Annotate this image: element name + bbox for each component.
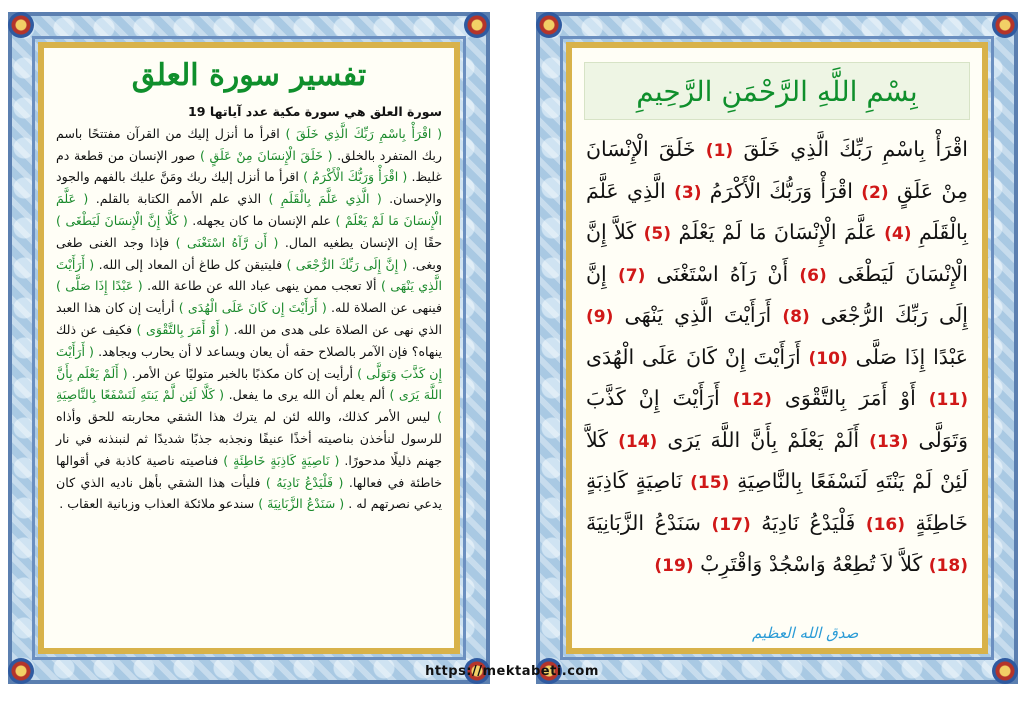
tafsir-quote: ( أَوْ أَمَرَ بِالتَّقْوَى ) [136,321,229,337]
tafsir-text: فكيف عن ذلك ينهاه؟ فإن الآمر بالصلاح حقه أن يعان ويساعد لا أن يحارب ويجاهد. [56,321,442,359]
verse-number: (1) [705,141,734,161]
verse-number: (13) [869,431,909,452]
tafsir-text: أرأيت إن كان هذا العبد الذي نهى عن الصلاة على هدى من الله. [56,300,443,337]
verse-text: نَاصِيَةٍ كَاذِبَةٍ خَاطِئَةٍ [586,469,968,535]
tafsir-text: الذي علم الأمم الكتابة بالقلم. [88,191,269,207]
tafsir-quote: ( كَلَّا لَئِن لَّمْ يَنتَهِ لَنَسْفَعًا بِالنَّاصِيَةِ ) [56,387,442,425]
verse-text: أَنْ رَآهُ اسْتَغْنَى [645,261,789,286]
tafsir-text: اقرأ ما أنزل إليك ربك ومَنَّ عليك بالفهم والجود والإحسان. [56,169,443,207]
verse-text: عَبْدًا إِذَا صَلَّى [847,344,968,369]
tafsir-text: سندعو ملائكة العذاب وزبانية العقاب . [59,496,259,512]
tafsir-quote: ( أَرَأَيْتَ إِن كَانَ عَلَى الْهُدَى ) [178,300,327,316]
verses-block [572,130,982,587]
tafsir-text: ليس الأمر كذلك، والله لئن لم يترك هذا الشقي محاربته للحق وأذاه للرسول لنأخذن بناصيته أخذًا عنيفًا ونجذبه جذبًا شديدًا ثم لنبنذنه في نار جهنم ذليلًا مدحورًا. [56,409,443,468]
verse-text: أَوْ أَمَرَ بِالتَّقْوَى [771,386,916,410]
tafsir-frame [38,42,460,654]
tafsir-text: حقًا إن الإنسان يطغيه المال. [278,234,442,250]
tafsir-text: فينهى عن الصلاة لله. [326,300,442,316]
tafsir-intro: سورة العلق هي سورة مكية عدد آياتها 19 [187,104,442,119]
verse-text: فَلْيَدْعُ نَادِيَهُ [750,510,856,535]
verse-text: أَرَأَيْتَ إِنْ كَانَ عَلَى الْهُدَى [586,344,801,369]
ornament-corner-icon [992,12,1018,38]
verse-number: (19) [654,556,694,576]
tafsir-title: تفسير سورة العلق [131,58,367,93]
verse-number: (6) [799,265,827,286]
tafsir-page [8,12,490,684]
verse-text: سَنَدْعُ الزَّبَانِيَةَ [586,510,701,535]
basmala: بِسْمِ اللَّهِ الرَّحْمَنِ الرَّحِيمِ [584,62,970,120]
verse-text: أَرَأَيْتَ إِنْ كَذَّبَ وَتَوَلَّى [586,386,968,452]
tafsir-quote: ( أَن رَّآهُ اسْتَغْنَى ) [175,234,279,250]
tafsir-quote: ( الَّذِي عَلَّمَ بِالْقَلَمِ ) [268,191,382,207]
verse-number: (8) [782,307,810,327]
tafsir-quote: ( فَلْيَدْعُ نَادِيَهُ ) [265,474,344,490]
verse-number: (7) [617,265,646,286]
tafsir-text: فناصيته ناصية كاذبة في أقوالها خاطئة في فعالها. [56,452,443,490]
tafsir-paragraphs [56,126,442,512]
tafsir-text: فليتيقن كل طاغ أن المعاد إلى الله. [94,256,287,272]
verse-text: خَلَقَ الْإِنْسَانَ مِنْ عَلَقٍ [586,137,968,203]
tafsir-quote: ( أَرَأَيْتَ الَّذِي يَنْهَى ) [56,256,443,294]
tafsir-quote: ( اقْرَأْ بِاسْمِ رَبِّكَ الَّذِي خَلَقَ ) [285,125,442,141]
verse-number: (10) [808,348,848,369]
tafsir-text: فإذا وجد الغنى طغى وبغى. [56,234,442,272]
ornament-corner-icon [536,12,562,38]
verse-text: الَّذِي عَلَّمَ بِالْقَلَمِ [586,178,968,244]
tafsir-text: اقرأ ما أنزل إليك من القرآن مفتتحًا باسم ربك المتفرد بالخلق. [56,125,442,163]
verse-number: (11) [928,390,968,410]
verse-text: أَلَمْ يَعْلَمْ بِأَنَّ اللَّهَ يَرَى [657,427,860,452]
verse-number: (12) [732,390,772,410]
site-url[interactable]: https://mektabeti.com [425,664,599,679]
tafsir-quote: ( سَنَدْعُ الزَّبَانِيَةَ ) [258,496,345,512]
tafsir-quote: ( عَلَّمَ الْإِنسَانَ مَا لَمْ يَعْلَمْ ) [56,191,442,228]
tafsir-text: أرأيت إن كان مكذبًا بالخبر متوليًا عن الأمر. [127,365,358,381]
verse-number: (4) [884,224,912,244]
tafsir-quote: ( اقْرَأْ وَرَبُّكَ الْأَكْرَمُ ) [303,169,408,185]
verse-text: كَلاَّ لاَ تُطِعْهُ وَاسْجُدْ وَاقْتَرِبْ [693,552,923,576]
tafsir-quote: ( كَلَّا إِنَّ الْإِنسَانَ لَيَطْغَى ) [56,212,188,228]
verse-text: اقْرَأْ بِاسْمِ رَبِّكَ الَّذِي خَلَقَ [733,137,968,161]
tafsir-body [44,97,454,515]
quran-frame [566,42,988,654]
verse-number: (17) [711,514,751,535]
tafsir-quote: ( نَاصِيَةٍ كَاذِبَةٍ خَاطِئَةٍ ) [223,452,340,468]
tafsir-quote: ( أَلَمْ يَعْلَم بِأَنَّ اللَّهَ يَرَى ) [56,365,442,403]
verse-number: (16) [865,514,906,535]
verse-number: (3) [674,182,702,203]
verse-number: (5) [643,224,672,244]
verse-text: عَلَّمَ الْإِنْسَانَ مَا لَمْ يَعْلَمْ [671,220,877,244]
verse-text: إِنَّ إِلَى رَبِّكَ الرُّجْعَى [586,261,968,327]
tafsir-text: علم الإنسان ما كان يجهله. [187,212,336,228]
ornament-corner-icon [8,12,34,38]
closing-phrase: صدق الله العظيم [752,624,859,642]
tafsir-text: ألا تعجب ممن ينهى عباد الله عن طاعة الله. [142,278,381,294]
verse-text: أَرَأَيْتَ الَّذِي يَنْهَى [613,303,772,327]
tafsir-quote: ( خَلَقَ الْإِنسَانَ مِنْ عَلَقٍ ) [199,147,333,163]
tafsir-quote: ( أَرَأَيْتَ إِن كَذَّبَ وَتَوَلَّى ) [56,343,442,381]
quran-page [536,12,1018,684]
tafsir-quote: ( عَبْدًا إِذَا صَلَّى ) [56,278,143,294]
ornament-corner-icon [464,12,490,38]
verse-number: (15) [690,473,730,493]
verse-number: (18) [928,556,968,576]
verse-number: (2) [861,182,889,203]
verse-text: كَلاَّ إِنَّ الْإِنْسَانَ لَيَطْغَى [586,220,968,286]
tafsir-quote: ( إِنَّ إِلَى رَبِّكَ الرُّجْعَى ) [286,256,408,272]
tafsir-text: فليأت هذا الشقي بأهل ناديه الذي كان يدعي نصرتهم له . [56,474,442,512]
tafsir-text: صور الإنسان من قطعة دم غليظ. [56,147,442,185]
verse-text: اقْرَأْ وَرَبُّكَ الْأَكْرَمُ [701,178,853,203]
verse-number: (9) [586,307,614,327]
verse-text: كَلاَّ لَئِنْ لَمْ يَنْتَهِ لَنَسْفَعًا بِالنَّاصِيَةِ [586,427,968,493]
verse-number: (14) [618,431,658,452]
tafsir-text: ألم يعلم أن الله يرى ما يفعل. [224,387,390,403]
